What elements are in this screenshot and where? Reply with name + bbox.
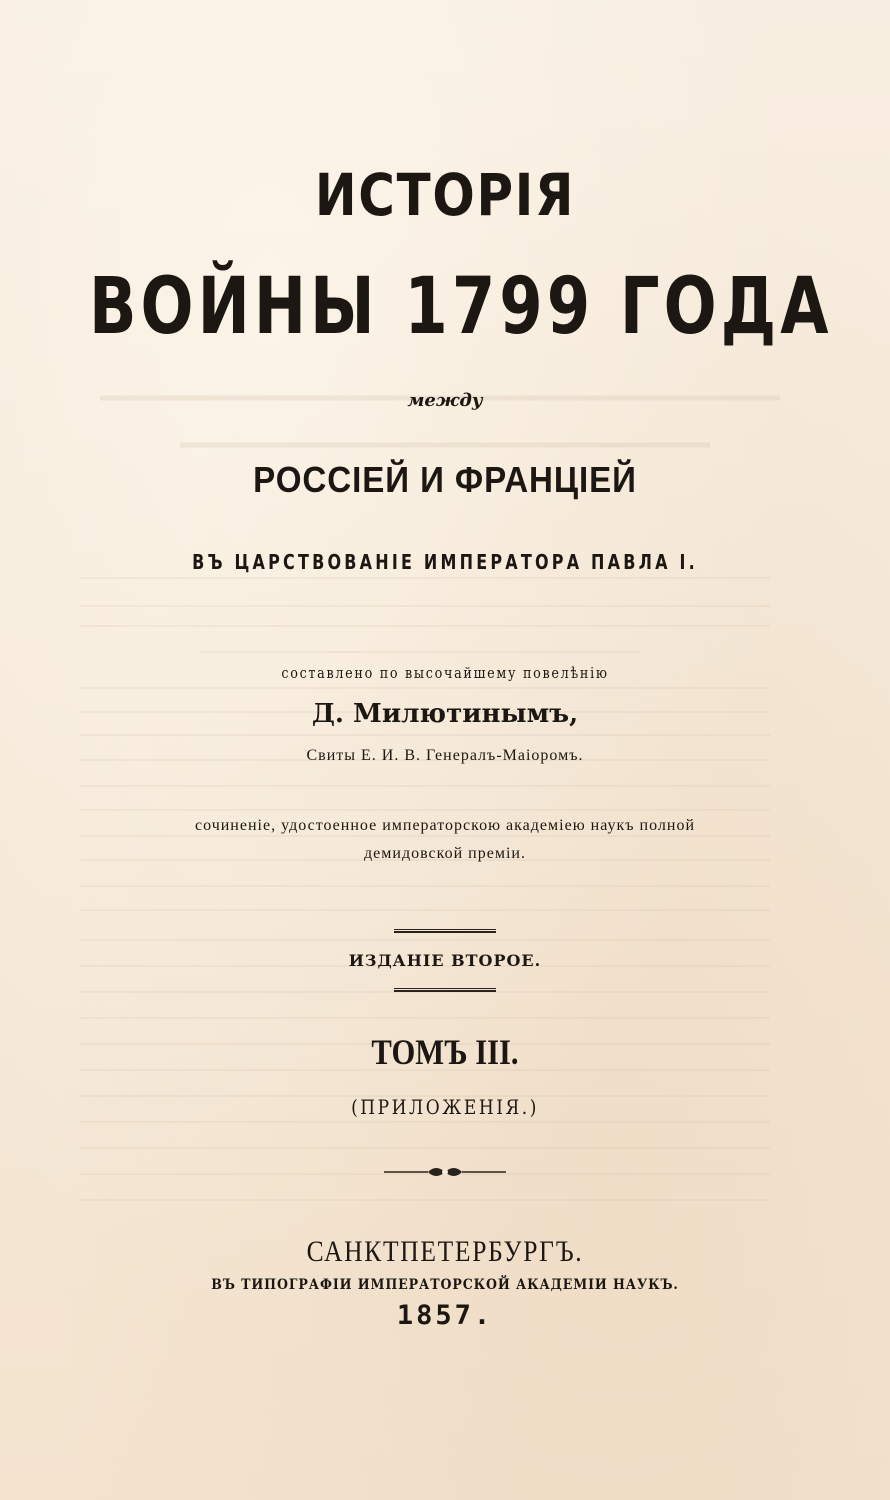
volume-label: ТОМЪ III. bbox=[371, 1032, 519, 1072]
printer-line: ВЪ ТИПОГРАФІИ ИМПЕРАТОРСКОЙ АКАДЕМІИ НАУКЪ. bbox=[211, 1277, 679, 1293]
edition-rule-bottom bbox=[394, 988, 496, 992]
edition-label: ИЗДАНІЕ ВТОРОЕ. bbox=[348, 951, 542, 970]
author-name: Д. Милютинымъ, bbox=[311, 699, 579, 729]
award-line-2: демидовской преміи. bbox=[364, 845, 526, 862]
volume-subtitle: (ПРИЛОЖЕНІЯ.) bbox=[351, 1095, 539, 1119]
ornament-divider-icon bbox=[380, 1160, 510, 1184]
author-rank: Свиты Е. И. В. Генералъ-Маіоромъ. bbox=[306, 747, 584, 764]
edition-rule-top bbox=[394, 929, 496, 933]
publication-year: 1857. bbox=[396, 1300, 494, 1331]
between-word: между bbox=[407, 390, 483, 411]
title-line-1: ИСТОРІЯ bbox=[314, 161, 576, 229]
reign-line: ВЪ ЦАРСТВОВАНІЕ ИМПЕРАТОРА ПАВЛА I. bbox=[192, 550, 698, 574]
city-line: САНКТПЕТЕРБУРГЪ. bbox=[306, 1235, 584, 1268]
composed-by-line: составлено по высочайшему повелѣнію bbox=[281, 664, 609, 682]
countries-line: РОССІЕЙ И ФРАНЦІЕЙ bbox=[253, 459, 637, 500]
title-line-2: ВОЙНЫ 1799 ГОДА bbox=[89, 262, 833, 352]
award-line-1: сочиненіе, удостоенное императорскою академіею наукъ полной bbox=[195, 817, 695, 834]
